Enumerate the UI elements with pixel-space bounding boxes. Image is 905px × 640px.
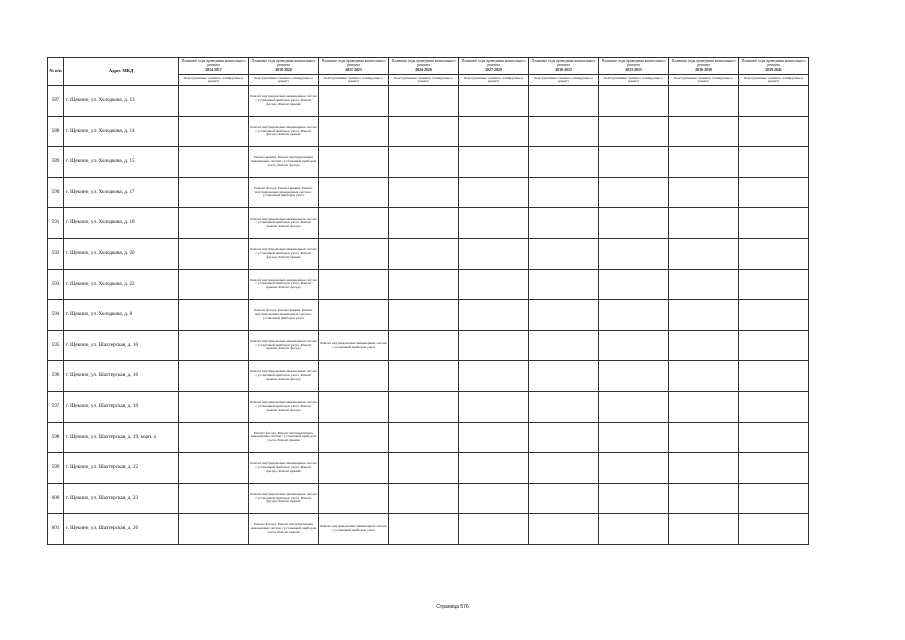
row-period-empty	[459, 147, 529, 178]
table-row	[48, 422, 809, 453]
period-label: Плановые годы проведения капитального ремонта	[671, 59, 736, 67]
row-period-empty	[739, 86, 809, 117]
period-label: Плановые годы проведения капитального ремонта	[601, 59, 666, 67]
row-period-2014-2017	[179, 238, 249, 269]
row-period-2014-2017	[179, 116, 249, 147]
row-address: г. Щекино, ул. Шахтерская, д. 26	[64, 514, 179, 545]
subheader-elements: Конструктивные элементы, планируемые к ремонту	[599, 75, 669, 86]
row-address: г. Щекино, ул. Шахтерская, д. 16	[64, 361, 179, 392]
table-row	[48, 514, 809, 545]
table-row	[48, 177, 809, 208]
row-period-empty	[669, 116, 739, 147]
row-number: 595	[48, 330, 64, 361]
row-period-2021-2023: Ремонт внутридомовых инженерных систем с установкой приборов учета	[319, 330, 389, 361]
subheader-elements: Конструктивные элементы, планируемые к ремонту	[529, 75, 599, 86]
row-period-2014-2017	[179, 269, 249, 300]
row-period-empty	[599, 238, 669, 269]
table-row	[48, 147, 809, 178]
header-period	[319, 58, 389, 75]
row-period-empty	[739, 208, 809, 239]
row-period-empty	[529, 453, 599, 484]
row-period-empty	[529, 208, 599, 239]
period-years: 2039-2041	[765, 67, 782, 72]
row-period-2018-2020: Ремонт внутридомовых инженерных систем с установкой приборов учета, Ремонт крыши, Ремонт фасада	[249, 361, 319, 392]
row-period-empty	[669, 361, 739, 392]
row-address: г. Щекино, ул. Холодкова, д. 22	[64, 269, 179, 300]
row-period-2018-2020: Ремонт внутридомовых инженерных систем с установкой приборов учета, Ремонт фасада, Ремонт крыши	[249, 86, 319, 117]
row-period-empty	[739, 483, 809, 514]
row-period-empty	[599, 208, 669, 239]
row-period-empty	[529, 391, 599, 422]
table-row	[48, 391, 809, 422]
row-period-empty	[599, 116, 669, 147]
row-period-empty	[529, 330, 599, 361]
row-period-empty	[389, 422, 459, 453]
row-number: 598	[48, 422, 64, 453]
period-years: 2014-2017	[205, 67, 222, 72]
row-period-2014-2017	[179, 86, 249, 117]
row-period-2014-2017	[179, 208, 249, 239]
row-period-empty	[459, 330, 529, 361]
row-period-empty	[669, 483, 739, 514]
row-period-2021-2023	[319, 422, 389, 453]
period-label: Плановые годы проведения капитального ремонта	[321, 59, 386, 67]
row-period-empty	[739, 269, 809, 300]
row-period-2021-2023	[319, 177, 389, 208]
row-period-empty	[599, 422, 669, 453]
row-period-empty	[739, 300, 809, 331]
header-row	[48, 58, 809, 75]
row-period-empty	[669, 514, 739, 545]
row-period-2014-2017	[179, 330, 249, 361]
row-period-empty	[599, 147, 669, 178]
header-period	[669, 58, 739, 75]
row-period-2014-2017	[179, 300, 249, 331]
row-period-empty	[669, 391, 739, 422]
row-address: г. Щекино, ул. Шахтерская, д. 22	[64, 453, 179, 484]
row-period-empty	[669, 86, 739, 117]
row-period-2021-2023	[319, 483, 389, 514]
row-period-2021-2023	[319, 238, 389, 269]
row-period-empty	[389, 147, 459, 178]
row-period-empty	[739, 453, 809, 484]
row-period-empty	[599, 391, 669, 422]
header-address: Адрес МКД	[64, 58, 179, 86]
row-period-empty	[529, 514, 599, 545]
row-period-2021-2023: Ремонт внутридомовых инженерных систем с установкой приборов учета	[319, 514, 389, 545]
row-period-empty	[529, 147, 599, 178]
row-period-empty	[529, 422, 599, 453]
row-period-empty	[739, 422, 809, 453]
row-period-2014-2017	[179, 422, 249, 453]
row-number: 591	[48, 208, 64, 239]
row-period-empty	[389, 483, 459, 514]
row-period-2021-2023	[319, 208, 389, 239]
row-number: 588	[48, 116, 64, 147]
table-row	[48, 300, 809, 331]
period-years: 2021-2023	[345, 67, 362, 72]
row-period-2021-2023	[319, 391, 389, 422]
row-period-empty	[529, 177, 599, 208]
row-address: г. Щекино, ул. Холодкова, д. 18	[64, 208, 179, 239]
row-period-empty	[599, 361, 669, 392]
row-period-2018-2020: Ремонт внутридомовых инженерных систем с установкой приборов учета, Ремонт крыши, Ремонт фасада	[249, 391, 319, 422]
period-years: 2018-2020	[275, 67, 292, 72]
row-period-2014-2017	[179, 483, 249, 514]
row-number: 587	[48, 86, 64, 117]
subheader-elements: Конструктивные элементы, планируемые к ремонту	[459, 75, 529, 86]
row-period-2021-2023	[319, 269, 389, 300]
row-address: г. Щекино, ул. Холодкова, д. 15	[64, 147, 179, 178]
row-period-empty	[389, 86, 459, 117]
row-period-empty	[389, 269, 459, 300]
row-period-2021-2023	[319, 300, 389, 331]
row-number: 589	[48, 147, 64, 178]
row-number: 600	[48, 483, 64, 514]
header-period	[739, 58, 809, 75]
row-period-empty	[599, 86, 669, 117]
row-address: г. Щекино, ул. Холодкова, д. 13	[64, 86, 179, 117]
subheader-elements: Конструктивные элементы, планируемые к ремонту	[179, 75, 249, 86]
row-period-empty	[389, 208, 459, 239]
row-period-empty	[599, 300, 669, 331]
table-row	[48, 86, 809, 117]
row-period-empty	[669, 300, 739, 331]
row-period-empty	[669, 422, 739, 453]
row-period-empty	[669, 208, 739, 239]
row-period-empty	[459, 453, 529, 484]
row-period-empty	[739, 177, 809, 208]
row-period-2021-2023	[319, 86, 389, 117]
row-period-2021-2023	[319, 116, 389, 147]
row-period-2018-2020: Ремонт фасада, Ремонт крыши, Ремонт внутридомовых инженерных систем с установкой приборов учета	[249, 177, 319, 208]
page-number: Страница 576	[436, 604, 469, 610]
row-period-empty	[389, 391, 459, 422]
header-period	[459, 58, 529, 75]
header-period	[389, 58, 459, 75]
row-period-empty	[529, 116, 599, 147]
row-period-empty	[739, 330, 809, 361]
row-period-empty	[459, 269, 529, 300]
row-period-2018-2020: Ремонт внутридомовых инженерных систем с установкой приборов учета, Ремонт крыши, Ремонт фасада	[249, 208, 319, 239]
row-period-empty	[389, 330, 459, 361]
row-period-2021-2023	[319, 453, 389, 484]
row-address: г. Щекино, ул. Шахтерская, д. 10	[64, 330, 179, 361]
table-row	[48, 330, 809, 361]
row-period-empty	[739, 116, 809, 147]
period-years: 2033-2035	[625, 67, 642, 72]
row-period-empty	[459, 361, 529, 392]
row-period-2018-2020: Ремонт внутридомовых инженерных систем с установкой приборов учета, Ремонт фасада, Ремонт крыши	[249, 453, 319, 484]
row-period-2018-2020: Ремонт крыши, Ремонт внутридомовых инженерных систем с установкой приборов учета, Ремонт фасада	[249, 147, 319, 178]
row-period-empty	[459, 300, 529, 331]
row-period-empty	[459, 422, 529, 453]
row-address: г. Щекино, ул. Шахтерская, д. 19, корп. а	[64, 422, 179, 453]
period-label: Плановые годы проведения капитального ремонта	[741, 59, 806, 67]
period-label: Плановые годы проведения капитального ремонта	[251, 59, 316, 67]
table-row	[48, 453, 809, 484]
row-number: 594	[48, 300, 64, 331]
row-period-2018-2020: Ремонт внутридомовых инженерных систем с установкой приборов учета, Ремонт фасада, Ремонт крыши	[249, 238, 319, 269]
row-number: 596	[48, 361, 64, 392]
row-period-empty	[739, 238, 809, 269]
row-period-empty	[669, 330, 739, 361]
subheader-elements: Конструктивные элементы, планируемые к ремонту	[319, 75, 389, 86]
row-period-empty	[739, 361, 809, 392]
period-years: 2030-2032	[555, 67, 572, 72]
row-number: 601	[48, 514, 64, 545]
row-period-2018-2020: Ремонт фасада, Ремонт внутридомовых инженерных систем с установкой приборов учета, Ремонт крыши	[249, 514, 319, 545]
table-row	[48, 483, 809, 514]
row-number: 590	[48, 177, 64, 208]
row-period-empty	[529, 86, 599, 117]
period-label: Плановые годы проведения капитального ремонта	[391, 59, 456, 67]
row-period-2018-2020: Ремонт внутридомовых инженерных систем с установкой приборов учета, Ремонт фасада, Ремонт крыши	[249, 116, 319, 147]
row-period-2021-2023	[319, 361, 389, 392]
header-period	[599, 58, 669, 75]
row-period-empty	[389, 453, 459, 484]
period-label: Плановые годы проведения капитального ремонта	[531, 59, 596, 67]
row-period-2021-2023	[319, 147, 389, 178]
row-period-empty	[389, 514, 459, 545]
row-period-empty	[389, 116, 459, 147]
row-address: г. Щекино, ул. Шахтерская, д. 19	[64, 391, 179, 422]
row-address: г. Щекино, ул. Шахтерская, д. 23	[64, 483, 179, 514]
header-period	[249, 58, 319, 75]
row-period-empty	[599, 453, 669, 484]
row-period-2018-2020: Ремонт фасада, Ремонт крыши, Ремонт внутридомовых инженерных систем с установкой приборов учета	[249, 300, 319, 331]
subheader-elements: Конструктивные элементы, планируемые к ремонту	[739, 75, 809, 86]
row-address: г. Щекино, ул. Холодкова, д. 14	[64, 116, 179, 147]
row-period-2014-2017	[179, 453, 249, 484]
table-body	[48, 86, 809, 545]
row-period-empty	[599, 269, 669, 300]
row-period-empty	[389, 177, 459, 208]
row-period-empty	[599, 514, 669, 545]
row-period-empty	[459, 116, 529, 147]
header-num: № п/п	[48, 58, 64, 86]
row-period-empty	[599, 483, 669, 514]
table-row	[48, 238, 809, 269]
row-period-empty	[389, 300, 459, 331]
subheader-elements: Конструктивные элементы, планируемые к ремонту	[249, 75, 319, 86]
row-period-2014-2017	[179, 361, 249, 392]
row-number: 597	[48, 391, 64, 422]
row-address: г. Щекино, ул. Холодкова, д. 8	[64, 300, 179, 331]
row-period-2018-2020: Ремонт внутридомовых инженерных систем с установкой приборов учета, Ремонт фасада, Ремонт крыши	[249, 483, 319, 514]
header-period	[179, 58, 249, 75]
row-period-2018-2020: Ремонт внутридомовых инженерных систем с установкой приборов учета, Ремонт крыши, Ремонт фасада	[249, 269, 319, 300]
row-period-2014-2017	[179, 514, 249, 545]
row-number: 592	[48, 238, 64, 269]
row-period-empty	[529, 269, 599, 300]
row-period-empty	[459, 391, 529, 422]
document-sheet	[47, 57, 808, 545]
period-years: 2027-2029	[485, 67, 502, 72]
row-period-empty	[529, 483, 599, 514]
period-years: 2024-2026	[415, 67, 432, 72]
row-period-empty	[739, 514, 809, 545]
row-period-empty	[459, 483, 529, 514]
row-period-empty	[459, 238, 529, 269]
row-period-2018-2020: Ремонт фасада, Ремонт внутридомовых инженерных систем с установкой приборов учета, Ремонт крыши	[249, 422, 319, 453]
row-period-2014-2017	[179, 391, 249, 422]
row-period-empty	[669, 238, 739, 269]
row-address: г. Щекино, ул. Холодкова, д. 17	[64, 177, 179, 208]
row-period-empty	[529, 300, 599, 331]
row-number: 599	[48, 453, 64, 484]
row-period-2014-2017	[179, 147, 249, 178]
row-period-empty	[529, 238, 599, 269]
capital-repair-table	[47, 57, 809, 545]
table-row	[48, 116, 809, 147]
row-period-empty	[459, 86, 529, 117]
table-row	[48, 269, 809, 300]
row-period-empty	[459, 177, 529, 208]
row-period-empty	[389, 361, 459, 392]
header-period	[529, 58, 599, 75]
period-label: Плановые годы проведения капитального ремонта	[461, 59, 526, 67]
row-number: 593	[48, 269, 64, 300]
row-address: г. Щекино, ул. Холодкова, д. 20	[64, 238, 179, 269]
row-period-2014-2017	[179, 177, 249, 208]
row-period-empty	[529, 361, 599, 392]
row-period-empty	[669, 177, 739, 208]
row-period-empty	[599, 177, 669, 208]
row-period-empty	[739, 147, 809, 178]
row-period-empty	[389, 238, 459, 269]
table-row	[48, 208, 809, 239]
period-label: Плановые годы проведения капитального ремонта	[181, 59, 246, 67]
row-period-empty	[669, 147, 739, 178]
row-period-empty	[459, 208, 529, 239]
row-period-empty	[459, 514, 529, 545]
period-years: 2036-2038	[695, 67, 712, 72]
subheader-elements: Конструктивные элементы, планируемые к ремонту	[389, 75, 459, 86]
row-period-empty	[599, 330, 669, 361]
table-row	[48, 361, 809, 392]
row-period-empty	[669, 269, 739, 300]
subheader-elements: Конструктивные элементы, планируемые к ремонту	[669, 75, 739, 86]
row-period-2018-2020: Ремонт внутридомовых инженерных систем с установкой приборов учета, Ремонт крыши, Ремонт фасада	[249, 330, 319, 361]
row-period-empty	[739, 391, 809, 422]
row-period-empty	[669, 453, 739, 484]
